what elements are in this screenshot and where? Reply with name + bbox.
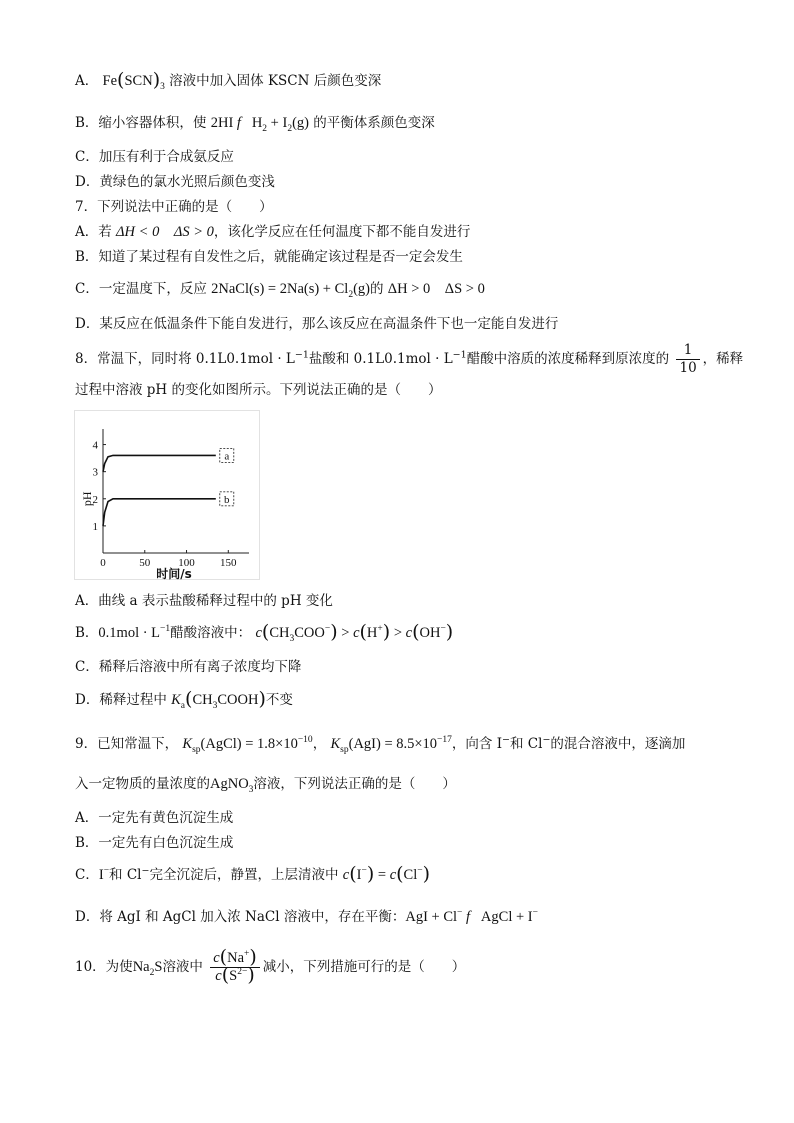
equilibrium-hi: 2HI f $H_2 + I_2(g)$ xyxy=(210,115,309,134)
x-tick-label: 150 xyxy=(220,557,237,569)
option-7c: C．一定温度下，反应 2NaCl(s) = $2Na(s) + Cl_2(g)$的 ΔH > 0 ΔS > 0 xyxy=(75,281,485,300)
option-6b: B．缩小容器体积，使 2HI f $H_2 + I_2(g)$ 的平衡体系颜色变深 xyxy=(75,115,435,134)
option-7d: D．某反应在低温条件下能自发进行，那么该反应在高温条件下也一定能自发进行 xyxy=(75,316,559,332)
series-label-a: a xyxy=(224,450,230,463)
fraction-one-tenth: $\frac{1}{10}$ xyxy=(676,342,699,377)
option-9d: D．将 AgI 和 AgCl 加入浓 NaCl 溶液中，存在平衡：AgI + Cl− f AgCl + I− xyxy=(75,908,538,925)
question-9-line2: 入一定物质的量浓度的AgNO$_3$溶液，下列说法正确的是（ ） xyxy=(75,776,456,795)
y-axis-label: pH xyxy=(80,491,94,507)
question-10: 10．为使$Na_2S$溶液中 $\frac{c(Na^+)}{c(S^{2-})}$ 减小，下列措施可行的是（ ） xyxy=(75,946,466,986)
option-8d: D．稀释过程中 $K_a(CH_3COOH)$不变 xyxy=(75,688,293,711)
y-tick-label: 2 xyxy=(92,493,98,506)
question-9: 9．已知常温下， $K_{sp}(AgCl) = 1.8\times 10^{-10}$， $K_{sp}(AgI) = 8.5\times 10^{-17}$，向含 I−和 Cl−的混合溶液中，逐滴加 xyxy=(75,734,686,755)
option-9b: B．一定先有白色沉淀生成 xyxy=(75,835,234,851)
option-7b: B．知道了某过程有自发性之后，就能确定该过程是否一定会发生 xyxy=(75,249,463,265)
question-8: 8．常温下，同时将 $0.1L0.1mol \cdot L^{-1}$盐酸和 $0.1L0.1mol \cdot L^{-1}$醋酸中溶质的浓度稀释到原浓度的 $\frac{1}{10}$ ，稀释 xyxy=(75,342,744,376)
option-6c: C．加压有利于合成氨反应 xyxy=(75,149,234,165)
y-tick-label: 4 xyxy=(92,439,98,452)
option-7a: A．若 ΔH < 0 ΔS > 0，该化学反应在任何温度下都不能自发进行 xyxy=(75,224,471,240)
fraction-na-s2: $\frac{c(Na^+)}{c(S^{2-})}$ xyxy=(210,950,260,985)
x-tick-label: 50 xyxy=(139,557,151,569)
x-axis-label: 时间/s xyxy=(156,567,192,580)
option-8c: C．稀释后溶液中所有离子浓度均下降 xyxy=(75,659,302,675)
question-8-line2: 过程中溶液 pH 的变化如图所示。下列说法正确的是（ ） xyxy=(75,382,442,398)
option-6d: D．黄绿色的氯水光照后颜色变浅 xyxy=(75,174,275,190)
x-tick-label: 100 xyxy=(178,557,195,569)
option-6a: A． $Fe(SCN)_3$ 溶液中加入固体 KSCN 后颜色变深 xyxy=(75,69,382,92)
ph-dilution-chart xyxy=(74,410,260,580)
series-label-b: b xyxy=(224,493,230,506)
option-9a: A．一定先有黄色沉淀生成 xyxy=(75,810,234,826)
option-9c: C．I−和 Cl−完全沉淀后，静置，上层清液中 c(I−) = c(Cl−) xyxy=(75,863,431,885)
option-8a: A．曲线 a 表示盐酸稀释过程中的 pH 变化 xyxy=(75,593,333,609)
x-tick-label: 0 xyxy=(100,557,106,569)
option-8b: B．$0.1mol \cdot L^{-1}$醋酸溶液中： $c(CH_3COO^-) > c(H^+) > c(OH^-)$ xyxy=(75,621,454,644)
y-tick-label: 3 xyxy=(92,466,98,479)
y-tick-label: 1 xyxy=(92,520,98,533)
formula-fe-scn3: $Fe(SCN)_3$ xyxy=(102,69,165,92)
question-7: 7．下列说法中正确的是（ ） xyxy=(75,199,273,215)
